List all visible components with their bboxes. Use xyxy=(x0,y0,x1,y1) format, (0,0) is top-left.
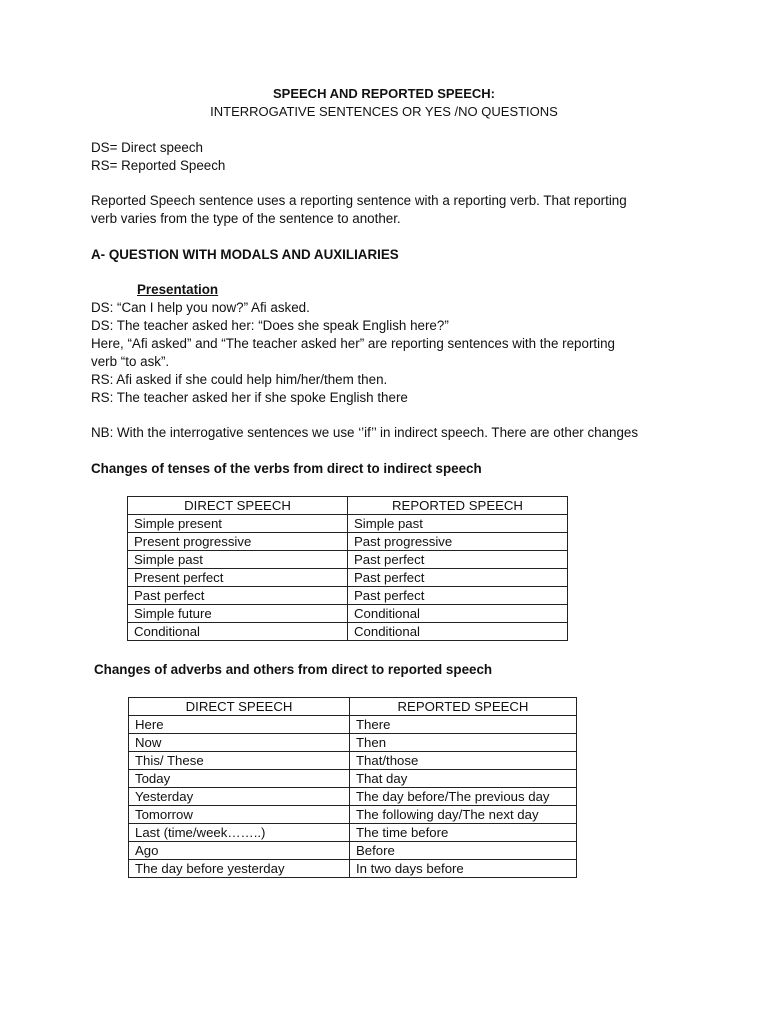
direct-cell: Conditional xyxy=(128,623,348,641)
tense-changes-table xyxy=(127,496,568,641)
reported-cell: Conditional xyxy=(348,623,568,641)
intro-line-2: verb varies from the type of the sentence to another. xyxy=(91,211,401,226)
document-title: SPEECH AND REPORTED SPEECH: xyxy=(273,86,495,101)
direct-cell: Simple future xyxy=(128,605,348,623)
reported-cell: The time before xyxy=(350,824,577,842)
example-line-3: Here, “Afi asked” and “The teacher asked her” are reporting sentences with the reporting xyxy=(91,336,615,351)
table-row xyxy=(129,770,577,788)
column-header-direct: DIRECT SPEECH xyxy=(129,698,350,716)
nb-note: NB: With the interrogative sentences we use ‘’if’’ in indirect speech. There are other changes xyxy=(91,425,639,440)
table-row xyxy=(129,842,577,860)
column-header-reported: REPORTED SPEECH xyxy=(348,497,568,515)
example-line-1: DS: “Can I help you now?” Afi asked. xyxy=(91,300,310,315)
reported-cell: Past perfect xyxy=(348,569,568,587)
table-row xyxy=(129,860,577,878)
table-row xyxy=(128,569,568,587)
intro-line-1: Reported Speech sentence uses a reporting sentence with a reporting verb. That reporting xyxy=(91,193,627,208)
example-line-6: RS: The teacher asked her if she spoke English there xyxy=(91,390,408,405)
reported-cell: Simple past xyxy=(348,515,568,533)
table-row xyxy=(128,605,568,623)
table-row xyxy=(129,806,577,824)
direct-cell: Simple past xyxy=(128,551,348,569)
table-row xyxy=(128,587,568,605)
definition-rs: RS= Reported Speech xyxy=(91,158,226,173)
definition-ds: DS= Direct speech xyxy=(91,140,204,155)
reported-cell: There xyxy=(350,716,577,734)
tense-table-heading: Changes of tenses of the verbs from direct to indirect speech xyxy=(91,461,482,476)
presentation-subheading: Presentation xyxy=(137,282,219,297)
direct-cell: Now xyxy=(129,734,350,752)
reported-cell: In two days before xyxy=(350,860,577,878)
direct-cell: Last (time/week……..) xyxy=(129,824,350,842)
direct-cell: Present progressive xyxy=(128,533,348,551)
direct-cell: Tomorrow xyxy=(129,806,350,824)
reported-cell: That day xyxy=(350,770,577,788)
direct-cell: This/ These xyxy=(129,752,350,770)
reported-cell: The following day/The next day xyxy=(350,806,577,824)
document-subtitle: INTERROGATIVE SENTENCES OR YES /NO QUESTIONS xyxy=(210,104,558,119)
example-line-4: verb “to ask”. xyxy=(91,354,170,369)
direct-cell: Today xyxy=(129,770,350,788)
adverb-table-heading: Changes of adverbs and others from direct to reported speech xyxy=(94,662,493,677)
example-line-2: DS: The teacher asked her: “Does she speak English here?” xyxy=(91,318,449,333)
direct-cell: Past perfect xyxy=(128,587,348,605)
column-header-reported: REPORTED SPEECH xyxy=(350,698,577,716)
reported-cell: Past perfect xyxy=(348,551,568,569)
table-header-row xyxy=(129,698,577,716)
table-row xyxy=(129,734,577,752)
table-row xyxy=(129,752,577,770)
table-row xyxy=(128,515,568,533)
table-row xyxy=(129,788,577,806)
table-header-row xyxy=(128,497,568,515)
direct-cell: Ago xyxy=(129,842,350,860)
reported-cell: That/those xyxy=(350,752,577,770)
reported-cell: The day before/The previous day xyxy=(350,788,577,806)
table-row xyxy=(128,533,568,551)
direct-cell: The day before yesterday xyxy=(129,860,350,878)
direct-cell: Present perfect xyxy=(128,569,348,587)
table-row xyxy=(129,824,577,842)
reported-cell: Past perfect xyxy=(348,587,568,605)
direct-cell: Yesterday xyxy=(129,788,350,806)
direct-cell: Here xyxy=(129,716,350,734)
table-row xyxy=(128,551,568,569)
adverb-changes-table xyxy=(128,697,577,878)
table-row xyxy=(128,623,568,641)
reported-cell: Then xyxy=(350,734,577,752)
example-line-5: RS: Afi asked if she could help him/her/them then. xyxy=(91,372,388,387)
reported-cell: Past progressive xyxy=(348,533,568,551)
section-a-heading: A- QUESTION WITH MODALS AND AUXILIARIES xyxy=(91,247,399,262)
reported-cell: Before xyxy=(350,842,577,860)
direct-cell: Simple present xyxy=(128,515,348,533)
table-row xyxy=(129,716,577,734)
reported-cell: Conditional xyxy=(348,605,568,623)
column-header-direct: DIRECT SPEECH xyxy=(128,497,348,515)
